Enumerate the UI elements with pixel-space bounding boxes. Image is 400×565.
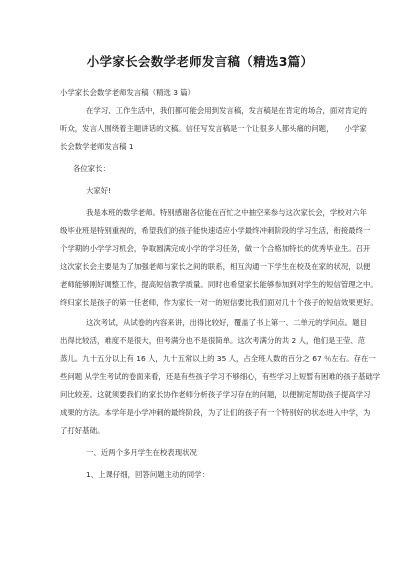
- paragraph-line: 这次考试，从试卷的内容来讲，出得比较好，覆盖了书上第一、二单元的学问点。题目: [86, 318, 367, 327]
- paragraph-line: 些问题 从学生考试的卷面来看，还是有些孩子学习不够细心，有些学习上短暂有困难的孩子基础学: [60, 372, 381, 381]
- paragraph-line: 终归家长是孩子的第一任老师，作为家长一对一的短信要比我们面对几十个孩子的短信效果更好。: [60, 298, 378, 307]
- section-heading: 一、近两个多月学生在校表现状况: [86, 448, 197, 457]
- subtitle-line: 小学家长会数学老师发言稿（精选 3 篇）: [60, 88, 196, 97]
- paragraph-line: 老师能够刚好调整工作，提高短信教学质量。同时也希望家长能够参加到对学生的短信管理之中。: [60, 280, 378, 289]
- paragraph-line: 听众，发言人围绕着主题讲话的文稿。信任写发言稿是一个让很多人都头痛的问题， 小学家: [60, 124, 367, 133]
- paragraph-line: 出得比较活，难度不是很大，但考满分也不是很简单。这次考满分的共 2 人，他们是王莹、范: [60, 336, 366, 345]
- paragraph-line: 这次家长会主要是为了加强老师与家长之间的联系，相互沟通一下学生在校及在家的状况，以便: [60, 262, 371, 271]
- salutation-line: 各位家长：: [73, 164, 110, 173]
- paragraph-line: 问比较差。这就须要我们的家长协作老师分析孩子学习存在的问题，以便制定帮助孩子提高学习: [60, 390, 371, 399]
- list-item: 1、上课仔细，回答问题主动的同学：: [86, 470, 209, 479]
- paragraph-line: 在学习、工作生活中，我们都可能会用到发言稿，发言稿是在肯定的场合，面对肯定的: [86, 106, 367, 115]
- paragraph-line: 级毕业班是特别重视的，希望我们的孩子能快速适应小学最终冲刺阶段的学习生活，衔接最终一: [60, 226, 371, 235]
- paragraph-line: 个学期的小学学习机会，争取圆满完成小学的学习任务，做一个合格加特长的优秀毕业生。召开: [60, 244, 371, 253]
- paragraph-line: 成果的方法。本学年是小学冲刺的最终阶段，为了让们的孩子有一个特别好的状态进入中学，为: [60, 408, 371, 417]
- paragraph-line: 了打好基础。: [60, 426, 105, 435]
- paragraph-line: 我是本班的数学老师。特别感谢各位能在百忙之中抽空来参与这次家长会，学校对六年: [86, 208, 367, 217]
- greeting-line: 大家好!: [86, 186, 112, 195]
- document-title: 小学家长会数学老师发言稿（精选3篇）: [86, 54, 314, 69]
- paragraph-line: 长会数学老师发言稿 1: [60, 142, 134, 151]
- paragraph-line: 蒸儿。九十五分以上有 16 人，九十五常以上的 35 人，占全班人数的百分之 67 ％左右。存在一: [60, 354, 376, 363]
